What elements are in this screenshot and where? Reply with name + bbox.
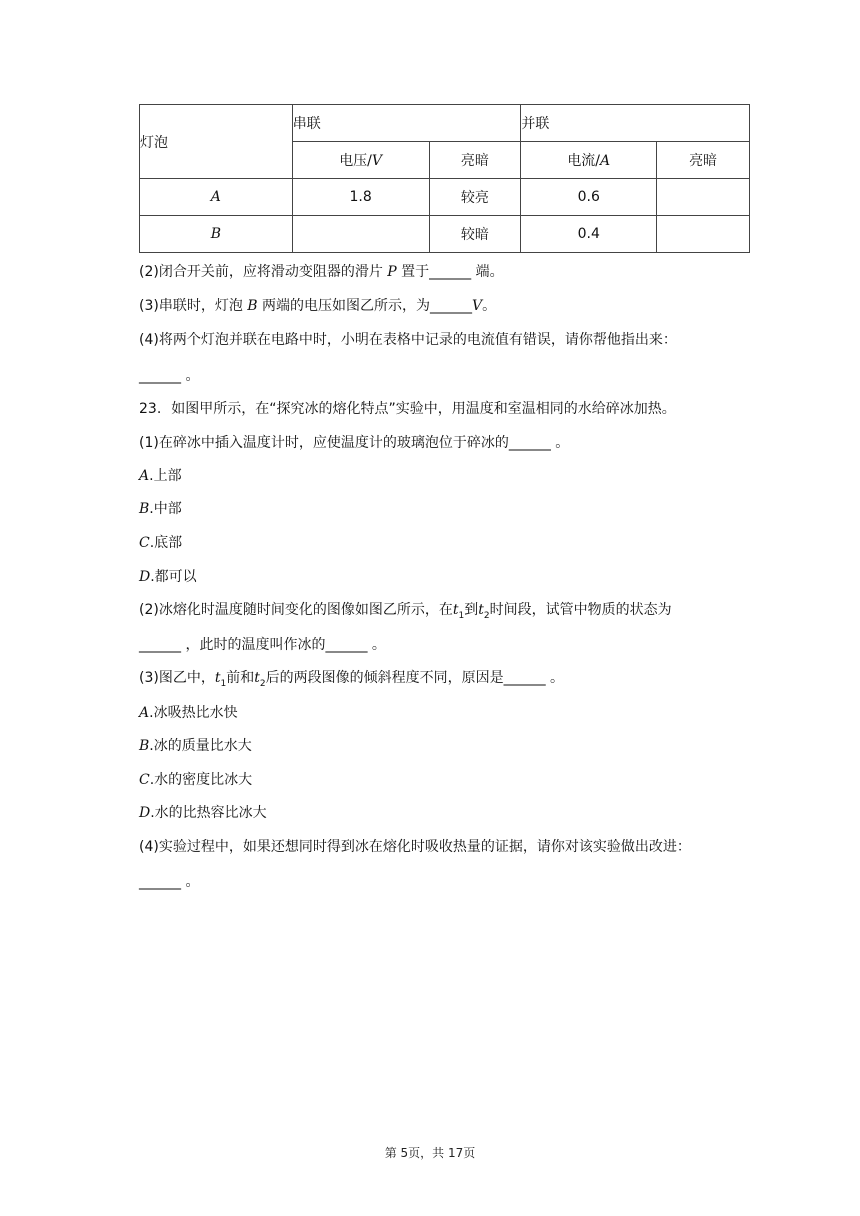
q23-part4-blank: ______ 。 (139, 874, 200, 890)
q23-stem: 23. 如图甲所示，在“探究冰的熔化特点”实验中，用温度和室温相同的水给碎冰加热。 (139, 401, 676, 417)
col-current: 电流/A (521, 142, 657, 179)
header-parallel: 并联 (521, 105, 750, 142)
cell-brightness-series: 较亮 (429, 179, 521, 216)
cell-current: 0.6 (521, 179, 657, 216)
q22-part4-blank: ______ 。 (139, 368, 200, 384)
col-voltage: 电压/V (292, 142, 429, 179)
table-row (140, 179, 750, 216)
col-brightness-series: 亮暗 (429, 142, 521, 179)
q23-part3-option-d: D.水的比热容比冰大 (139, 805, 267, 821)
cell-current: 0.4 (521, 216, 657, 253)
q23-part2: (2)冰熔化时温度随时间变化的图像如图乙所示，在$t_1$到$t_2$时间段，试管中物质的状态为 (139, 602, 672, 621)
q23-part1-option-c: C.底部 (139, 535, 183, 551)
q23-part4: (4)实验过程中，如果还想同时得到冰在熔化时吸收热量的证据，请你对该实验做出改进： (139, 839, 691, 855)
cell-voltage (292, 216, 429, 253)
cell-lamp: B (140, 216, 293, 253)
q23-part3: (3)图乙中，$t_1$前和$t_2$后的两段图像的倾斜程度不同，原因是______ 。 (139, 670, 565, 689)
q22-part4: (4)将两个灯泡并联在电路中时，小明在表格中记录的电流值有错误，请你帮他指出来： (139, 332, 677, 348)
cell-lamp: A (140, 179, 293, 216)
col-brightness-parallel: 亮暗 (657, 142, 750, 179)
cell-brightness-parallel (657, 216, 750, 253)
q23-part1-option-a: A.上部 (139, 468, 182, 484)
cell-voltage: 1.8 (292, 179, 429, 216)
q23-part2-line2: ______ ，此时的温度叫作冰的______ 。 (139, 637, 386, 653)
q23-part3-option-c: C.水的密度比冰大 (139, 772, 253, 788)
q22-part3: (3)串联时，灯泡 B 两端的电压如图乙所示，为______V。 (139, 298, 497, 314)
q23-part3-option-a: A.冰吸热比水快 (139, 705, 238, 721)
table-row (140, 216, 750, 253)
header-series: 串联 (292, 105, 521, 142)
question-number: 23. (139, 401, 162, 417)
page-footer: 第 5页，共 17页 (384, 1146, 476, 1160)
q23-part1: (1)在碎冰中插入温度计时，应使温度计的玻璃泡位于碎冰的______ 。 (139, 435, 570, 451)
q23-part1-option-d: D.都可以 (139, 569, 197, 585)
cell-brightness-parallel (657, 179, 750, 216)
q23-part3-option-b: B.冰的质量比水大 (139, 738, 252, 754)
header-lamp: 灯泡 (140, 105, 293, 179)
data-table (139, 104, 750, 253)
cell-brightness-series: 较暗 (429, 216, 521, 253)
q22-part2: (2)闭合开关前，应将滑动变阻器的滑片 P 置于______ 端。 (139, 264, 504, 280)
q23-part1-option-b: B.中部 (139, 501, 182, 517)
